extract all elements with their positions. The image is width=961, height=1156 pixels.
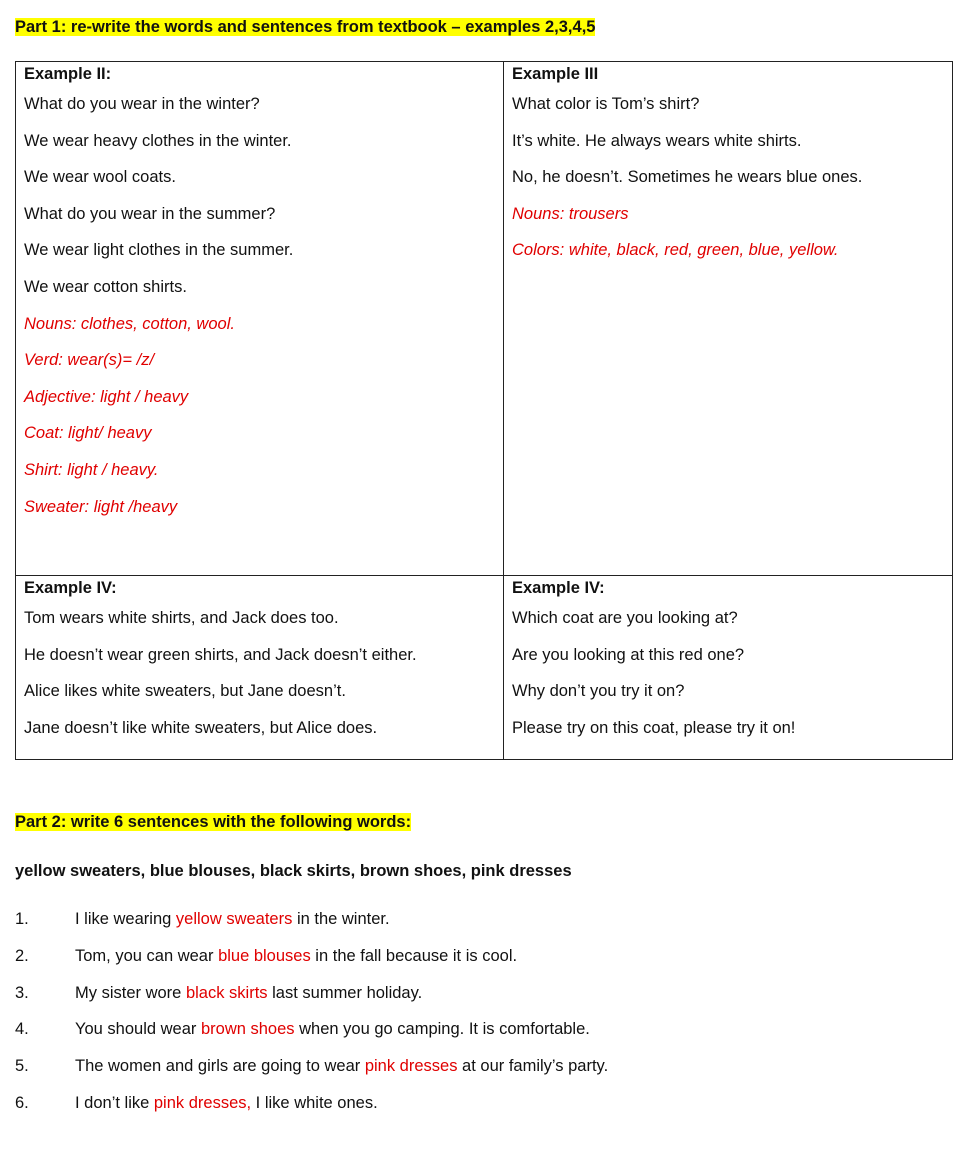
note-line: Verd: wear(s)= /z/ (24, 351, 155, 370)
example-heading: Example IV: (512, 579, 605, 597)
sentence-text (75, 1092, 378, 1129)
sentence-text (75, 908, 390, 945)
list-item (15, 1092, 945, 1129)
item-number: 6. (15, 1093, 29, 1112)
item-number: 2. (15, 946, 29, 965)
sentence-text (75, 1018, 590, 1055)
sentence-line: Tom wears white shirts, and Jack does too. (24, 609, 339, 627)
sentence-line: He doesn’t wear green shirts, and Jack doesn’t either. (24, 645, 417, 664)
example-cell-iii (504, 62, 953, 576)
sentence-line: Are you looking at this red one? (512, 645, 745, 664)
part1-title (15, 16, 595, 38)
example-cell-iv-left (16, 576, 504, 760)
item-number: 3. (15, 983, 29, 1002)
sentence-list (15, 908, 945, 1129)
sentence-after: when you go camping. It is comfortable. (294, 1020, 590, 1039)
list-item (15, 945, 945, 982)
table-row (16, 576, 953, 760)
sentence-line: Please try on this coat, please try it on! (512, 718, 796, 737)
sentence-line: Jane doesn’t like white sweaters, but Alice does. (24, 718, 378, 737)
sentence-line: Why don’t you try it on? (512, 682, 685, 701)
target-words: brown shoes (200, 1020, 295, 1039)
part1-title-text: Part 1: re-write the words and sentences from textbook – examples 2,3,4,5 (15, 18, 596, 36)
sentence-after: at our family’s party. (457, 1057, 609, 1076)
sentence-after: I like white ones. (251, 1093, 378, 1112)
target-words: black skirts (185, 983, 268, 1002)
list-item (15, 982, 945, 1019)
item-number: 4. (15, 1020, 29, 1039)
sentence-before: Tom, you can wear (75, 946, 219, 965)
note-line: Nouns: trousers (512, 204, 629, 223)
sentence-line: What color is Tom’s shirt? (512, 95, 700, 113)
item-number: 1. (15, 910, 29, 928)
sentence-before: You should wear (75, 1020, 201, 1039)
target-words: pink dresses, (153, 1093, 252, 1112)
target-words: yellow sweaters (175, 910, 293, 928)
target-words: pink dresses (364, 1057, 458, 1076)
sentence-after: last summer holiday. (267, 983, 423, 1002)
example-cell-iv-right (504, 576, 953, 760)
table-row (16, 62, 953, 576)
sentence-line: We wear wool coats. (24, 168, 176, 187)
sentence-line: We wear cotton shirts. (24, 277, 187, 296)
sentence-line: We wear light clothes in the summer. (24, 241, 294, 260)
sentence-line: What do you wear in the winter? (24, 95, 260, 113)
note-line: Nouns: clothes, cotton, wool. (24, 314, 235, 333)
note-line: Colors: white, black, red, green, blue, yellow. (512, 241, 839, 260)
sentence-line: Which coat are you looking at? (512, 609, 738, 627)
sentence-text (75, 982, 422, 1019)
part2-title (15, 811, 411, 833)
target-words: blue blouses (218, 946, 311, 965)
sentence-text (75, 1055, 608, 1092)
sentence-after: in the fall because it is cool. (310, 946, 518, 965)
note-line: Shirt: light / heavy. (24, 460, 159, 479)
note-line: Coat: light/ heavy (24, 424, 152, 443)
sentence-line: No, he doesn’t. Sometimes he wears blue ones. (512, 168, 863, 187)
sentence-before: I don’t like (75, 1093, 154, 1112)
sentence-after: in the winter. (292, 910, 390, 928)
note-line: Adjective: light / heavy (24, 387, 189, 406)
sentence-line: It’s white. He always wears white shirts. (512, 131, 802, 150)
example-heading: Example IV: (24, 579, 117, 597)
sentence-text (75, 945, 517, 982)
sentence-before: The women and girls are going to wear (75, 1057, 365, 1076)
list-item (15, 1018, 945, 1055)
sentence-line: Alice likes white sweaters, but Jane doesn’t. (24, 682, 346, 701)
list-item (15, 1055, 945, 1092)
note-line: Sweater: light /heavy (24, 497, 178, 516)
example-heading: Example II: (24, 65, 112, 83)
item-number: 5. (15, 1057, 29, 1076)
list-item (15, 908, 945, 945)
sentence-line: We wear heavy clothes in the winter. (24, 131, 292, 150)
sentence-before: My sister wore (75, 983, 186, 1002)
sentence-before: I like wearing (75, 910, 176, 928)
example-cell-ii (16, 62, 504, 576)
example-heading: Example III (512, 65, 599, 83)
part2-title-text: Part 2: write 6 sentences with the following words: (15, 813, 412, 831)
examples-table (15, 61, 953, 760)
word-list: yellow sweaters, blue blouses, black skirts, brown shoes, pink dresses (15, 862, 572, 880)
sentence-line: What do you wear in the summer? (24, 204, 276, 223)
